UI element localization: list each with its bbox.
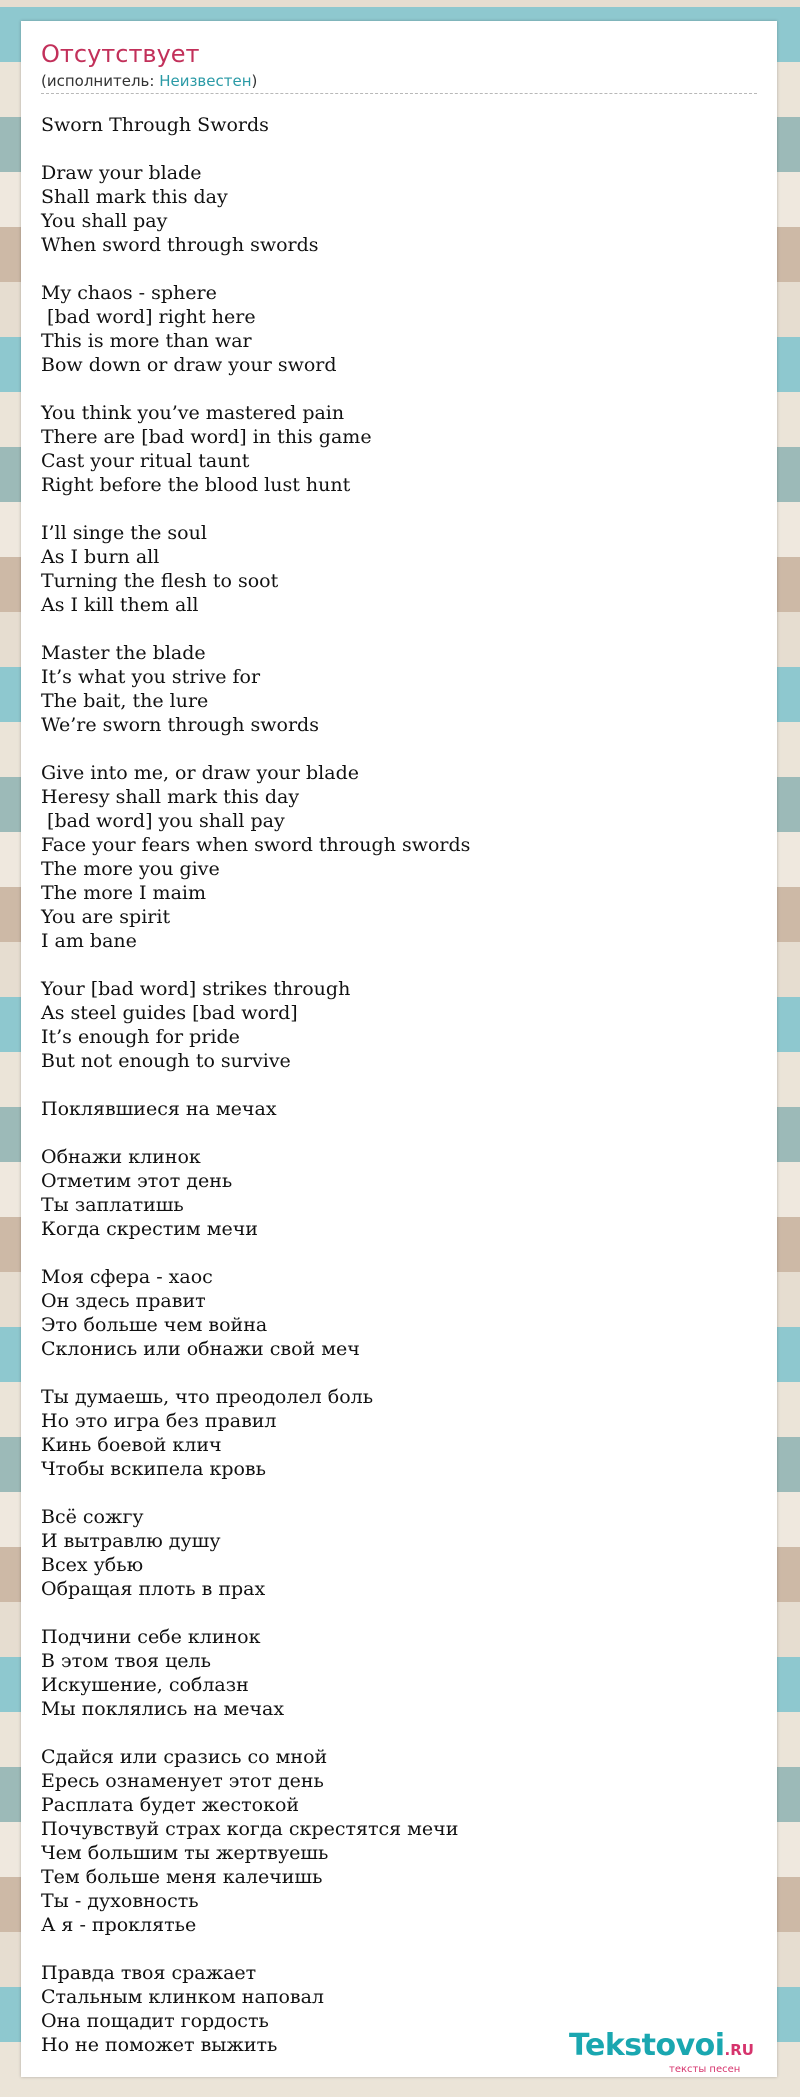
lyric-line: Ересь ознаменует этот день [41,1770,324,1792]
lyric-line: Master the blade [41,642,206,664]
lyric-line: Turning the flesh to soot [41,570,279,592]
lyric-line: Всё сожгу [41,1506,144,1528]
lyric-line: When sword through swords [41,234,319,256]
lyric-line: Ты заплатишь [41,1194,184,1216]
lyric-line: А я - проклятье [41,1914,197,1936]
lyric-line: Мы поклялись на мечах [41,1698,285,1720]
lyric-line: Draw your blade [41,162,202,184]
logo-wordmark: Tekstovoi [569,2028,725,2063]
lyric-line: Тем больше меня калечишь [41,1866,323,1888]
lyric-line: Моя сфера - хаос [41,1266,213,1288]
artist-suffix: ) [251,72,258,90]
stanza [41,761,757,953]
lyric-line: Сдайся или сразись со мной [41,1746,328,1768]
lyric-line: Искушение, соблазн [41,1674,249,1696]
stanza [41,161,757,257]
lyric-line: Shall mark this day [41,186,228,208]
lyrics-text [41,113,757,2081]
lyric-line: You shall pay [41,210,168,232]
artist-prefix: (исполнитель: [41,72,160,90]
lyric-line: I am bane [41,930,137,952]
stanza [41,1145,757,1241]
stanza [41,1265,757,1361]
stanza [41,977,757,1073]
lyric-line: My chaos - sphere [41,282,217,304]
lyric-line: We’re sworn through swords [41,714,319,736]
lyric-line: Поклявшиеся на мечах [41,1098,277,1120]
lyric-line: Это больше чем война [41,1314,268,1336]
stanza [41,521,757,617]
lyric-line: Всех убью [41,1554,144,1576]
lyric-line: As steel guides [bad word] [41,1002,298,1024]
lyric-line: This is more than war [41,330,252,352]
logo-tagline: тексты песен [669,2064,741,2075]
stanza [41,401,757,497]
stanza [41,1745,757,1937]
song-title: Отсутствует [41,40,200,68]
stanza [41,113,757,137]
lyric-line: Расплата будет жестокой [41,1794,300,1816]
lyric-line: Но это игра без правил [41,1410,277,1432]
lyric-line: Но не поможет выжить [41,2034,278,2056]
lyric-line: Give into me, or draw your blade [41,762,359,784]
lyric-line: Обнажи клинок [41,1146,201,1168]
lyric-line: The more I maim [41,882,206,904]
lyric-line: I’ll singe the soul [41,522,207,544]
stanza [41,1385,757,1481]
lyric-line: [bad word] you shall pay [41,810,285,832]
logo-tld: .RU [724,2041,754,2059]
artist-line [41,71,757,94]
lyric-line: It’s what you strive for [41,666,261,688]
lyric-line: Подчини себе клинок [41,1626,261,1648]
lyric-line: Почувствуй страх когда скрестятся мечи [41,1818,459,1840]
lyric-line: But not enough to survive [41,1050,291,1072]
stanza [41,1625,757,1721]
lyric-line: The more you give [41,858,220,880]
lyric-line: Cast your ritual taunt [41,450,250,472]
lyric-line: Heresy shall mark this day [41,786,300,808]
lyric-line: Чем большим ты жертвуешь [41,1842,329,1864]
lyric-line: Обращая плоть в прах [41,1578,266,1600]
lyric-line: Your [bad word] strikes through [41,978,351,1000]
artist-link[interactable]: Неизвестен [159,72,252,90]
lyric-line: As I burn all [41,546,160,568]
lyric-line: You think you’ve mastered pain [41,402,345,424]
lyric-line: В этом твоя цель [41,1650,211,1672]
lyric-line: Правда твоя сражает [41,1962,257,1984]
lyric-line: Отметим этот день [41,1170,233,1192]
lyric-line: Он здесь правит [41,1290,206,1312]
lyric-line: Ты - духовность [41,1890,199,1912]
lyric-line: Стальным клинком наповал [41,1986,324,2008]
lyric-line: И вытравлю душу [41,1530,221,1552]
lyric-line: Кинь боевой клич [41,1434,222,1456]
lyric-line: Sworn Through Swords [41,114,269,136]
lyric-line: Bow down or draw your sword [41,354,337,376]
lyric-line: The bait, the lure [41,690,209,712]
lyric-line: You are spirit [41,906,171,928]
lyric-line: [bad word] right here [41,306,256,328]
lyric-line: Face your fears when sword through swords [41,834,471,856]
lyric-line: Ты думаешь, что преодолел боль [41,1386,374,1408]
stanza [41,1097,757,1121]
lyric-line: Right before the blood lust hunt [41,474,351,496]
stanza [41,641,757,737]
site-logo[interactable] [569,2028,754,2075]
lyric-line: Когда скрестим мечи [41,1218,258,1240]
lyric-line: Она пощадит гордость [41,2010,269,2032]
lyric-line: It’s enough for pride [41,1026,240,1048]
lyric-line: There are [bad word] in this game [41,426,372,448]
stanza [41,1505,757,1601]
lyric-line: Чтобы вскипела кровь [41,1458,266,1480]
lyric-line: Склонись или обнажи свой меч [41,1338,360,1360]
lyrics-card [21,21,777,2077]
lyric-line: As I kill them all [41,594,199,616]
stanza [41,281,757,377]
